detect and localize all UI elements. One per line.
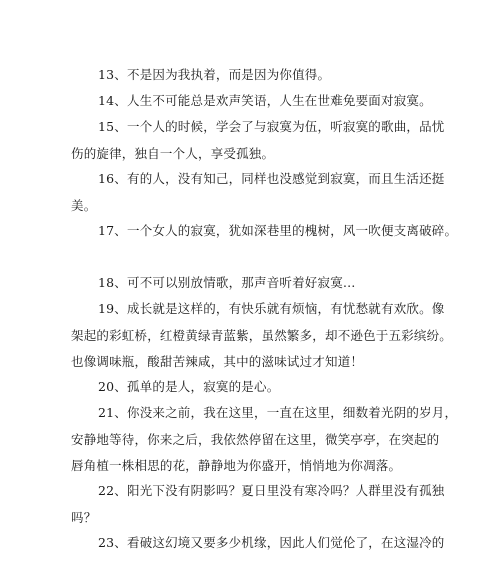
paragraph-14 [71,88,441,115]
paragraph-line: 15、一个人的时候，学会了与寂寞为伍，听寂寞的歌曲，品忧 [98,119,445,134]
paragraph-line: 21、你没来之前，我在这里，一直在这里，细数着光阴的岁月， [98,405,458,420]
paragraph-line: 18、可不可以别放情歌，那声音听着好寂寞… [98,275,356,290]
paragraph-21 [71,400,458,480]
paragraph-20 [71,374,441,401]
paragraph-line: 吗？ [71,509,97,525]
paragraph-line: 13、不是因为我执着，而是因为你值得。 [98,67,331,82]
paragraph-17 [71,218,458,245]
paragraph-15 [71,114,445,167]
paragraph-line: 美。 [71,197,97,213]
paragraph-line: 22、阳光下没有阴影吗？夏日里没有寒冷吗？人群里没有孤独 [98,483,445,498]
paragraph-line: 19、成长就是这样的，有快乐就有烦恼，有忧愁就有欢欣。像 [98,301,445,316]
paragraph-16 [71,166,445,219]
paragraph-line: 安静地等待，你来之后，我依然停留在这里，微笑亭亭，在突起的 [71,431,440,447]
paragraph-22 [71,478,445,531]
paragraph-line: 唇角植一株相思的花，静静地为你盛开，悄悄地为你凋落。 [71,458,402,473]
paragraph-line: 也像调味瓶，酸甜苦辣咸，其中的滋味试过才知道！ [71,354,364,369]
paragraph-line: 14、人生不可能总是欢声笑语，人生在世难免要面对寂寞。 [98,93,432,108]
paragraph-13 [71,62,441,89]
paragraph-line: 17、一个女人的寂寞，犹如深巷里的槐树，风一吹便支离破碎。 [98,223,458,238]
paragraph-19 [71,296,453,376]
paragraph-line: 架起的彩虹桥，红橙黄绿青蓝紫，虽然繁多，却不逊色于五彩缤纷。 [71,327,453,343]
paragraph-line: 20、孤单的是人，寂寞的是心。 [98,379,280,394]
paragraph-line: 16、有的人，没有知己，同样也没感觉到寂寞，而且生活还挺 [98,171,445,186]
paragraph-23 [71,530,445,557]
paragraph-18 [71,270,441,297]
paragraph-line: 伤的旋律，独自一个人，享受孤独。 [71,145,275,161]
paragraph-line: 23、看破这幻境又要多少机缘，因此人们觉伦了，在这湿冷的 [98,535,445,550]
